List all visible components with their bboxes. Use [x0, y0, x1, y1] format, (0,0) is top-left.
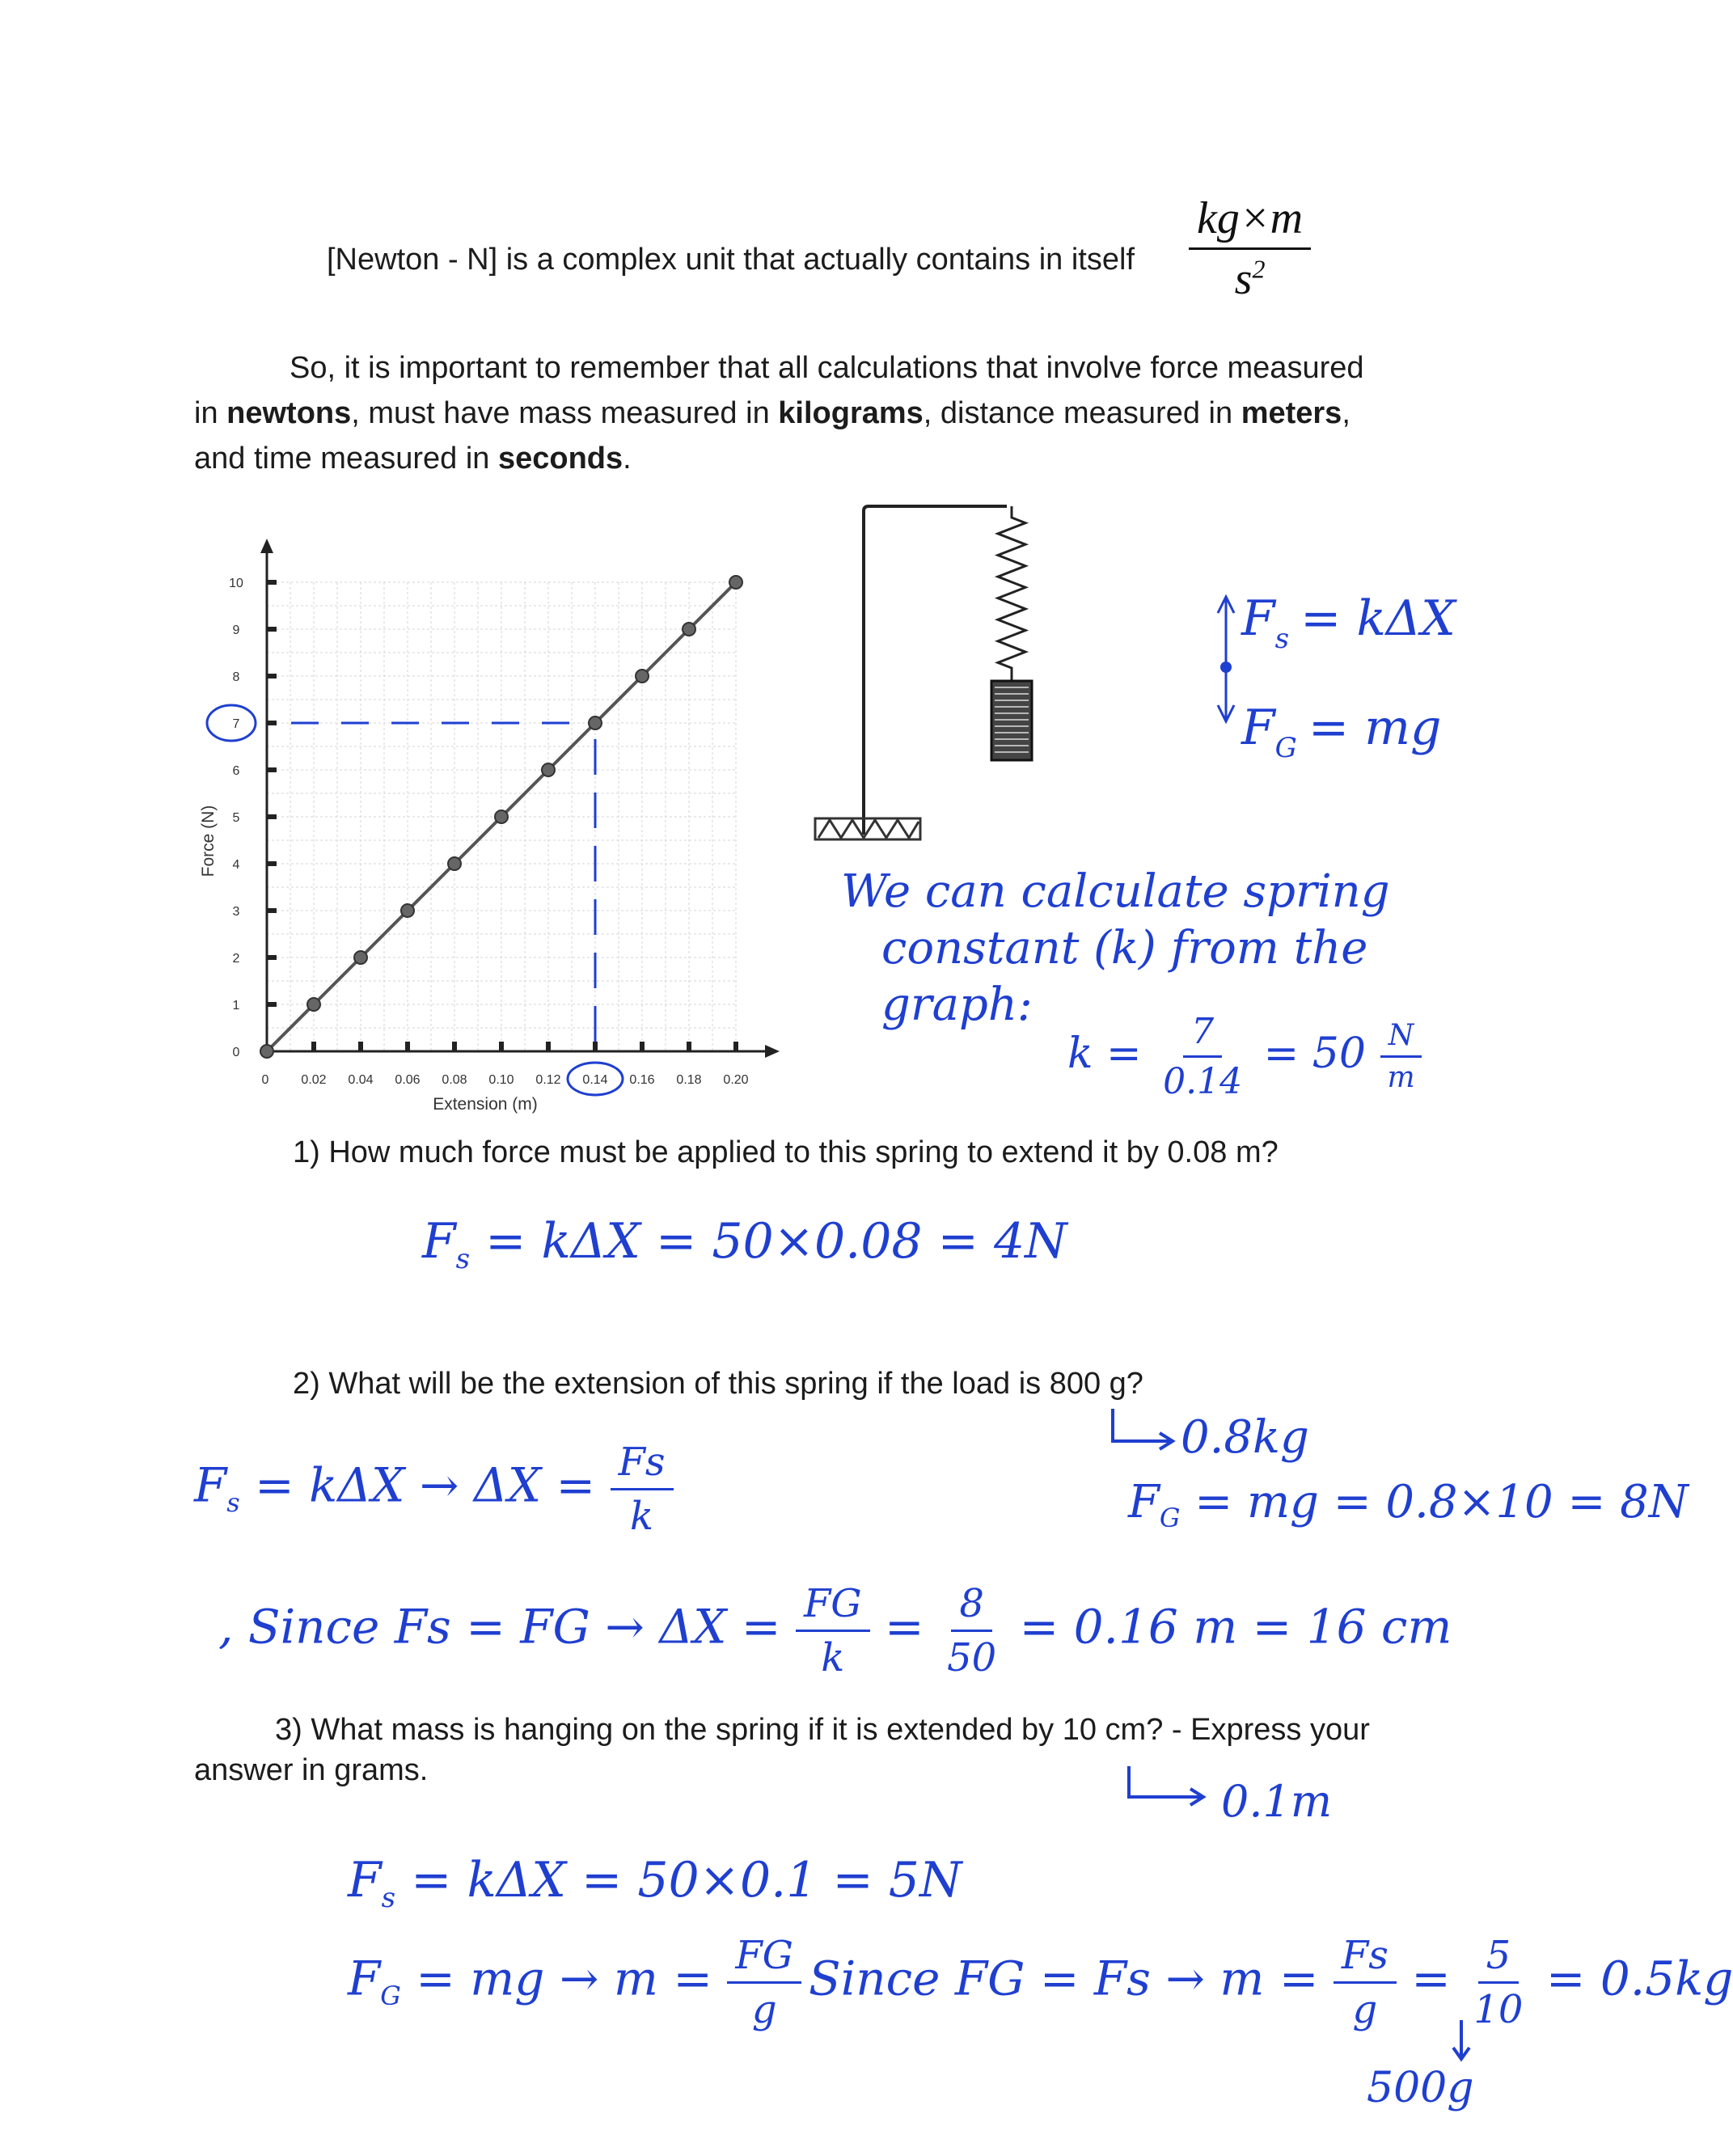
arrow-conv-q3 — [1124, 1763, 1213, 1811]
q3-final-answer: 500g — [1367, 2064, 1474, 2112]
y-tick-label: 2 — [232, 952, 240, 966]
data-point — [401, 904, 414, 917]
q3-conversion: 0.1m — [1221, 1776, 1333, 1827]
note-line-2: constant (k) from the — [881, 922, 1368, 974]
down-arrow-final-icon — [1449, 2017, 1473, 2065]
x-tick-mark — [733, 1042, 738, 1051]
y-tick-mark — [267, 674, 277, 679]
data-point — [354, 951, 367, 964]
x-tick-label: 0 — [261, 1073, 269, 1087]
x-tick-mark — [452, 1042, 457, 1051]
question-3-line-1: 3) What mass is hanging on the spring if it is extended by 10 cm? - Express your — [275, 1713, 1370, 1747]
chart-annotations — [207, 705, 623, 1095]
stand-frame — [864, 506, 1007, 835]
highlight-y-circle — [207, 705, 256, 741]
y-tick-mark — [267, 627, 277, 632]
y-tick-mark — [267, 814, 277, 819]
y-tick-label: 9 — [232, 624, 240, 637]
gravity-force-label: $F_G$ = mg — [1241, 700, 1442, 764]
q2-frac1-num: FG — [796, 1581, 870, 1632]
text-segment: , — [1342, 396, 1350, 430]
y-tick-mark — [267, 861, 277, 866]
text-segment: , must have mass measured in — [351, 396, 779, 430]
q3-line2-den: g — [751, 1987, 777, 2032]
y-tick-label: 1 — [232, 999, 240, 1012]
x-tick-mark — [311, 1042, 316, 1051]
q3-line-1: $F_s = k\Delta X = 50\times 0.1 = 5N$ — [348, 1852, 962, 1914]
y-tick-label: 4 — [232, 858, 240, 872]
arrow-conv-q2 — [1108, 1406, 1181, 1454]
data-point — [260, 1045, 273, 1058]
spring-force-label: $F_s = k\Delta X$ — [1241, 590, 1456, 655]
note-line-1: We can calculate spring — [841, 865, 1390, 918]
data-point — [542, 763, 555, 776]
x-tick-mark — [499, 1042, 504, 1051]
y-tick-label: 6 — [232, 764, 240, 778]
unit-fraction — [1189, 192, 1311, 305]
y-tick-label: 0 — [232, 1046, 240, 1059]
x-tick-label: 0.16 — [629, 1073, 655, 1087]
y-tick-mark — [267, 767, 277, 772]
q3-line2-num: FG — [727, 1933, 801, 1984]
x-tick-mark — [593, 1042, 598, 1051]
q3-frac1-den: g — [1352, 1987, 1378, 2032]
x-tick-mark — [405, 1042, 410, 1051]
q2-solution: , Since Fs = FG → ΔX = $\frac{FG}{k}$ = $\frac{8}{50}$ = 0.16 m = 16 cm — [218, 1581, 1452, 1680]
text-segment: , distance measured in — [923, 396, 1241, 430]
k-numerator: 7 — [1183, 1011, 1222, 1058]
spring-diagram — [776, 485, 1585, 857]
q3-solution: Since FG = Fs → m = $\frac{Fs}{g}$ = $\frac{5}{10}$ = 0.5kg — [809, 1933, 1733, 2032]
answer-1-rhs: = kΔX = 50×0.08 = 4N — [470, 1213, 1067, 1270]
q2-formula-den: k — [630, 1494, 654, 1539]
paragraph-line-3 — [194, 442, 632, 476]
data-point — [448, 857, 461, 870]
unit-exponent: 2 — [1252, 254, 1266, 284]
q2-formula-num: Fs — [611, 1439, 674, 1490]
q2-formula: $F_s = k\Delta X \to \Delta X$ = $\frac{Fs}{k}$ — [194, 1439, 674, 1539]
force-point — [1220, 662, 1232, 673]
unit-numerator: kg×m — [1189, 192, 1311, 250]
q2-conversion: 0.8kg — [1181, 1411, 1309, 1464]
text-segment: and time measured in — [194, 442, 498, 476]
data-point — [589, 717, 602, 729]
bold-kilograms: kilograms — [778, 396, 924, 430]
q3-frac2-num: 5 — [1478, 1933, 1520, 1984]
x-tick-mark — [640, 1042, 645, 1051]
k-label: k = — [1067, 1029, 1142, 1078]
data-point — [636, 670, 649, 683]
x-tick-label: 0.12 — [535, 1073, 561, 1087]
force-extension-chart — [186, 534, 801, 1132]
text-segment: in — [194, 396, 227, 430]
spring-coil — [998, 506, 1025, 681]
q2-frac2-num: 8 — [951, 1581, 992, 1632]
x-tick-label: 0.14 — [582, 1073, 608, 1087]
stand-base-hatch — [818, 820, 919, 838]
x-tick-label: 0.08 — [442, 1073, 467, 1087]
q3-frac2-den: 10 — [1473, 1987, 1524, 2032]
y-tick-mark — [267, 908, 277, 913]
question-2: 2) What will be the extension of this spring if the load is 800 g? — [293, 1367, 1143, 1401]
data-point — [307, 998, 320, 1011]
y-tick-mark — [267, 721, 277, 725]
y-tick-label: 3 — [232, 905, 240, 919]
data-point — [729, 576, 742, 589]
y-axis-label: Force (N) — [199, 805, 218, 877]
hanging-mass — [991, 681, 1032, 760]
x-axis-arrow-icon — [765, 1045, 780, 1058]
x-tick-mark — [546, 1042, 551, 1051]
paragraph-line-2 — [194, 396, 1350, 431]
x-tick-label: 0.04 — [348, 1073, 374, 1087]
unit-denominator: s — [1234, 254, 1253, 304]
y-tick-mark — [267, 955, 277, 960]
x-tick-mark — [358, 1042, 363, 1051]
k-denominator: 0.14 — [1163, 1061, 1243, 1102]
x-tick-label: 0.06 — [395, 1073, 421, 1087]
paragraph-line-1: So, it is important to remember that all calculations that involve force measured — [290, 351, 1364, 385]
y-tick-label: 5 — [232, 811, 240, 825]
y-tick-label: 7 — [232, 717, 240, 731]
x-tick-label: 0.20 — [723, 1073, 749, 1087]
q2-frac1-den: k — [821, 1635, 845, 1680]
text-segment: . — [623, 442, 632, 476]
q2-frac2-den: 50 — [947, 1635, 997, 1680]
y-axis-arrow-icon — [260, 539, 273, 553]
q2-weight: $F_G$ = mg = 0.8×10 = 8N — [1128, 1476, 1689, 1534]
bold-newtons: newtons — [226, 396, 352, 430]
q3-frac1-num: Fs — [1334, 1933, 1397, 1984]
k-unit-num: N — [1380, 1019, 1422, 1058]
x-axis-label: Extension (m) — [433, 1095, 538, 1114]
k-value: = 50 — [1263, 1029, 1366, 1078]
y-tick-label: 10 — [229, 577, 243, 590]
x-tick-label: 0.10 — [488, 1073, 514, 1087]
data-point — [683, 623, 695, 636]
y-tick-label: 8 — [232, 670, 240, 684]
k-unit-den: m — [1387, 1061, 1415, 1094]
k-calculation — [1067, 1011, 1423, 1102]
note-line-3: graph: — [881, 979, 1033, 1031]
x-tick-mark — [687, 1042, 691, 1051]
question-1: 1) How much force must be applied to this spring to extend it by 0.08 m? — [293, 1135, 1279, 1169]
data-point — [495, 810, 508, 823]
unit-sentence: [Newton - N] is a complex unit that actually contains in itself — [327, 243, 1135, 277]
answer-1-symbol: F — [422, 1213, 456, 1270]
bold-seconds: seconds — [497, 442, 623, 476]
x-tick-label: 0.02 — [301, 1073, 327, 1087]
q3-line-2: $F_G$ = mg → m = $\frac{FG}{g}$ — [348, 1933, 801, 2032]
question-3-line-2: answer in grams. — [194, 1753, 429, 1787]
answer-1-sub: s — [455, 1243, 471, 1275]
y-tick-mark — [267, 1002, 277, 1007]
y-tick-mark — [267, 580, 277, 585]
x-tick-label: 0.18 — [676, 1073, 702, 1087]
answer-1 — [422, 1213, 1067, 1275]
bold-meters: meters — [1241, 396, 1342, 430]
